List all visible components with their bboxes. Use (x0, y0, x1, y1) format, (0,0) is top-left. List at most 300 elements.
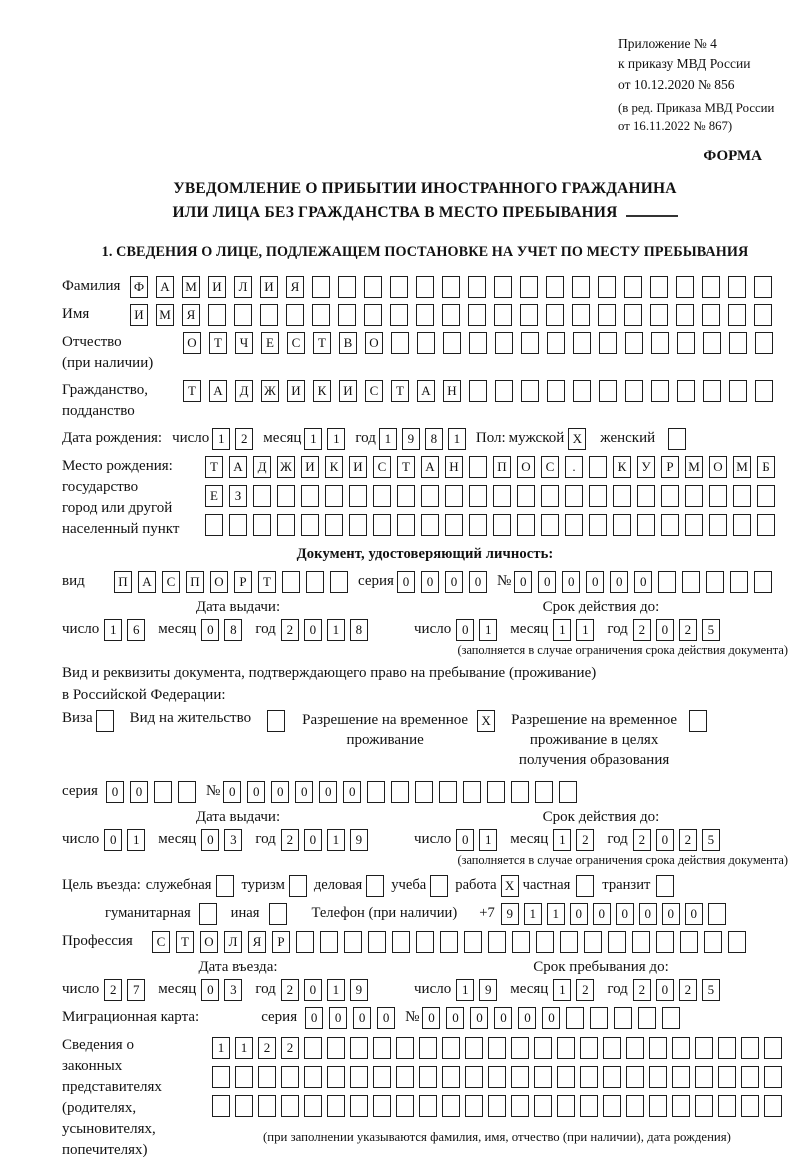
char-box[interactable] (488, 1066, 506, 1088)
entry-year-boxes[interactable] (281, 979, 368, 1001)
char-box[interactable] (598, 304, 616, 326)
char-box[interactable] (625, 332, 643, 354)
char-box[interactable]: 2 (679, 829, 697, 851)
char-box[interactable] (559, 781, 577, 803)
char-box[interactable]: М (156, 304, 174, 326)
char-box[interactable] (216, 875, 234, 897)
char-box[interactable]: Т (397, 456, 415, 478)
char-box[interactable] (330, 571, 348, 593)
char-box[interactable]: 0 (662, 903, 680, 925)
char-box[interactable]: 1 (456, 979, 474, 1001)
char-box[interactable] (350, 1095, 368, 1117)
char-box[interactable] (702, 304, 720, 326)
residence-valid-month-boxes[interactable] (553, 829, 594, 851)
char-box[interactable] (487, 781, 505, 803)
char-box[interactable] (718, 1095, 736, 1117)
char-box[interactable]: 0 (304, 829, 322, 851)
char-box[interactable] (718, 1066, 736, 1088)
char-box[interactable]: 1 (212, 428, 230, 450)
char-box[interactable]: 0 (271, 781, 289, 803)
char-box[interactable] (464, 931, 482, 953)
residence-number-boxes[interactable] (223, 781, 577, 803)
char-box[interactable] (419, 1037, 437, 1059)
char-box[interactable]: 0 (319, 781, 337, 803)
char-box[interactable] (603, 1037, 621, 1059)
char-box[interactable] (396, 1066, 414, 1088)
char-box[interactable] (672, 1066, 690, 1088)
char-box[interactable] (416, 931, 434, 953)
char-box[interactable]: С (541, 456, 559, 478)
char-box[interactable] (511, 1095, 529, 1117)
char-box[interactable]: 0 (104, 829, 122, 851)
char-box[interactable]: 2 (281, 1037, 299, 1059)
char-box[interactable] (658, 571, 676, 593)
char-box[interactable]: М (182, 276, 200, 298)
purpose-other-checkbox[interactable] (269, 903, 287, 925)
char-box[interactable] (495, 380, 513, 402)
char-box[interactable]: 2 (633, 619, 651, 641)
char-box[interactable] (373, 485, 391, 507)
char-box[interactable] (511, 781, 529, 803)
char-box[interactable] (212, 1095, 230, 1117)
char-box[interactable]: 0 (538, 571, 556, 593)
char-box[interactable] (517, 485, 535, 507)
char-box[interactable] (469, 485, 487, 507)
doc-type-boxes[interactable] (114, 571, 348, 593)
doc-valid-day-boxes[interactable] (456, 619, 497, 641)
char-box[interactable] (589, 456, 607, 478)
char-box[interactable] (494, 276, 512, 298)
char-box[interactable] (494, 304, 512, 326)
char-box[interactable] (677, 380, 695, 402)
char-box[interactable]: Т (205, 456, 223, 478)
residence-valid-year-boxes[interactable] (633, 829, 720, 851)
visa-checkbox[interactable] (96, 710, 114, 732)
char-box[interactable]: 1 (553, 979, 571, 1001)
char-box[interactable]: С (373, 456, 391, 478)
char-box[interactable]: М (733, 456, 751, 478)
char-box[interactable] (397, 485, 415, 507)
char-box[interactable] (325, 485, 343, 507)
char-box[interactable]: С (287, 332, 305, 354)
char-box[interactable] (599, 332, 617, 354)
char-box[interactable] (613, 485, 631, 507)
char-box[interactable] (755, 332, 773, 354)
char-box[interactable] (440, 931, 458, 953)
char-box[interactable] (286, 304, 304, 326)
char-box[interactable]: 0 (610, 571, 628, 593)
sex-female-checkbox[interactable] (668, 428, 686, 450)
char-box[interactable] (624, 304, 642, 326)
char-box[interactable]: 0 (469, 571, 487, 593)
char-box[interactable]: Н (443, 380, 461, 402)
char-box[interactable]: А (229, 456, 247, 478)
char-box[interactable] (703, 332, 721, 354)
char-box[interactable] (364, 304, 382, 326)
char-box[interactable] (281, 1095, 299, 1117)
residence-issue-month-boxes[interactable] (201, 829, 242, 851)
char-box[interactable]: Д (253, 456, 271, 478)
char-box[interactable] (704, 931, 722, 953)
char-box[interactable] (301, 485, 319, 507)
char-box[interactable] (366, 875, 384, 897)
char-box[interactable] (565, 514, 583, 536)
purpose-official-checkbox[interactable] (216, 875, 234, 897)
char-box[interactable] (764, 1095, 782, 1117)
char-box[interactable]: 0 (639, 903, 657, 925)
char-box[interactable]: В (339, 332, 357, 354)
char-box[interactable] (708, 903, 726, 925)
char-box[interactable] (373, 1037, 391, 1059)
char-box[interactable] (557, 1037, 575, 1059)
char-box[interactable] (205, 514, 223, 536)
char-box[interactable]: X (501, 875, 519, 897)
char-box[interactable]: 0 (593, 903, 611, 925)
char-box[interactable]: 0 (456, 619, 474, 641)
char-box[interactable] (417, 332, 435, 354)
char-box[interactable]: 6 (127, 619, 145, 641)
char-box[interactable] (728, 304, 746, 326)
representatives-boxes-row1[interactable] (212, 1037, 782, 1059)
char-box[interactable]: 9 (479, 979, 497, 1001)
char-box[interactable]: Т (391, 380, 409, 402)
char-box[interactable]: 3 (224, 829, 242, 851)
char-box[interactable] (565, 485, 583, 507)
char-box[interactable]: Р (234, 571, 252, 593)
char-box[interactable] (416, 304, 434, 326)
char-box[interactable]: 0 (223, 781, 241, 803)
char-box[interactable]: Р (661, 456, 679, 478)
char-box[interactable] (535, 781, 553, 803)
citizenship-boxes[interactable] (183, 380, 773, 402)
char-box[interactable]: К (313, 380, 331, 402)
char-box[interactable] (677, 332, 695, 354)
char-box[interactable]: Ж (261, 380, 279, 402)
char-box[interactable] (728, 276, 746, 298)
char-box[interactable] (572, 304, 590, 326)
migration-seriya-boxes[interactable] (305, 1007, 395, 1029)
char-box[interactable] (267, 710, 285, 732)
char-box[interactable] (764, 1037, 782, 1059)
char-box[interactable] (312, 304, 330, 326)
char-box[interactable]: 2 (235, 428, 253, 450)
char-box[interactable] (626, 1095, 644, 1117)
char-box[interactable]: 0 (514, 571, 532, 593)
char-box[interactable] (650, 304, 668, 326)
char-box[interactable] (253, 485, 271, 507)
char-box[interactable]: Я (182, 304, 200, 326)
char-box[interactable] (741, 1037, 759, 1059)
char-box[interactable] (651, 380, 669, 402)
char-box[interactable] (625, 380, 643, 402)
char-box[interactable] (304, 1066, 322, 1088)
char-box[interactable]: Ф (130, 276, 148, 298)
rvp-edu-checkbox[interactable] (689, 710, 707, 732)
char-box[interactable]: Н (445, 456, 463, 478)
char-box[interactable]: 2 (576, 829, 594, 851)
char-box[interactable]: 9 (350, 979, 368, 1001)
char-box[interactable] (349, 514, 367, 536)
char-box[interactable] (541, 514, 559, 536)
char-box[interactable]: С (162, 571, 180, 593)
char-box[interactable] (534, 1037, 552, 1059)
residence-permit-checkbox[interactable] (267, 710, 285, 732)
char-box[interactable] (536, 931, 554, 953)
char-box[interactable] (614, 1007, 632, 1029)
char-box[interactable] (392, 931, 410, 953)
char-box[interactable] (282, 571, 300, 593)
char-box[interactable] (598, 276, 616, 298)
char-box[interactable]: 0 (445, 571, 463, 593)
char-box[interactable] (442, 1037, 460, 1059)
char-box[interactable] (741, 1066, 759, 1088)
char-box[interactable]: 0 (201, 829, 219, 851)
char-box[interactable] (547, 332, 565, 354)
char-box[interactable] (511, 1066, 529, 1088)
char-box[interactable] (373, 1095, 391, 1117)
char-box[interactable]: П (493, 456, 511, 478)
char-box[interactable]: О (200, 931, 218, 953)
char-box[interactable]: З (229, 485, 247, 507)
char-box[interactable]: Т (313, 332, 331, 354)
char-box[interactable] (277, 485, 295, 507)
surname-boxes[interactable] (130, 276, 772, 298)
char-box[interactable]: 0 (304, 979, 322, 1001)
char-box[interactable] (327, 1066, 345, 1088)
char-box[interactable]: Л (224, 931, 242, 953)
char-box[interactable] (672, 1037, 690, 1059)
char-box[interactable]: Я (286, 276, 304, 298)
char-box[interactable] (733, 514, 751, 536)
char-box[interactable] (755, 380, 773, 402)
char-box[interactable] (520, 276, 538, 298)
char-box[interactable] (327, 1037, 345, 1059)
char-box[interactable] (495, 332, 513, 354)
char-box[interactable] (709, 514, 727, 536)
char-box[interactable]: 0 (656, 619, 674, 641)
doc-seriya-boxes[interactable] (397, 571, 487, 593)
char-box[interactable] (637, 514, 655, 536)
char-box[interactable] (419, 1095, 437, 1117)
char-box[interactable] (728, 931, 746, 953)
char-box[interactable] (430, 875, 448, 897)
char-box[interactable]: 0 (685, 903, 703, 925)
char-box[interactable] (234, 304, 252, 326)
char-box[interactable] (320, 931, 338, 953)
char-box[interactable] (488, 931, 506, 953)
char-box[interactable] (668, 428, 686, 450)
char-box[interactable]: 2 (576, 979, 594, 1001)
char-box[interactable]: Е (261, 332, 279, 354)
char-box[interactable]: 0 (656, 829, 674, 851)
char-box[interactable]: Т (258, 571, 276, 593)
char-box[interactable] (390, 304, 408, 326)
char-box[interactable] (304, 1095, 322, 1117)
char-box[interactable] (682, 571, 700, 593)
char-box[interactable] (258, 1066, 276, 1088)
char-box[interactable] (613, 514, 631, 536)
char-box[interactable] (212, 1066, 230, 1088)
purpose-humanitarian-checkbox[interactable] (199, 903, 217, 925)
char-box[interactable] (685, 485, 703, 507)
char-box[interactable]: И (260, 276, 278, 298)
char-box[interactable] (662, 1007, 680, 1029)
char-box[interactable] (521, 332, 539, 354)
purpose-private-checkbox[interactable] (576, 875, 594, 897)
char-box[interactable] (672, 1095, 690, 1117)
char-box[interactable]: 0 (397, 571, 415, 593)
char-box[interactable] (415, 781, 433, 803)
char-box[interactable] (589, 514, 607, 536)
char-box[interactable]: 0 (562, 571, 580, 593)
char-box[interactable]: 0 (304, 619, 322, 641)
char-box[interactable] (367, 781, 385, 803)
char-box[interactable]: 0 (470, 1007, 488, 1029)
birth-year-boxes[interactable] (379, 428, 466, 450)
char-box[interactable] (624, 276, 642, 298)
char-box[interactable] (465, 1037, 483, 1059)
char-box[interactable]: Ч (235, 332, 253, 354)
char-box[interactable]: 3 (224, 979, 242, 1001)
char-box[interactable]: Р (272, 931, 290, 953)
char-box[interactable]: 1 (327, 619, 345, 641)
stay-day-boxes[interactable] (456, 979, 497, 1001)
char-box[interactable] (637, 485, 655, 507)
char-box[interactable]: 0 (353, 1007, 371, 1029)
char-box[interactable] (154, 781, 172, 803)
char-box[interactable]: И (349, 456, 367, 478)
char-box[interactable]: X (477, 710, 495, 732)
char-box[interactable] (488, 1037, 506, 1059)
char-box[interactable] (650, 276, 668, 298)
char-box[interactable] (364, 276, 382, 298)
char-box[interactable]: П (186, 571, 204, 593)
char-box[interactable] (580, 1095, 598, 1117)
char-box[interactable] (741, 1095, 759, 1117)
char-box[interactable] (557, 1066, 575, 1088)
char-box[interactable] (445, 514, 463, 536)
char-box[interactable]: X (568, 428, 586, 450)
char-box[interactable]: 5 (702, 829, 720, 851)
char-box[interactable] (512, 931, 530, 953)
char-box[interactable] (178, 781, 196, 803)
char-box[interactable] (638, 1007, 656, 1029)
entry-month-boxes[interactable] (201, 979, 242, 1001)
char-box[interactable] (419, 1066, 437, 1088)
char-box[interactable] (281, 1066, 299, 1088)
char-box[interactable] (338, 276, 356, 298)
char-box[interactable] (488, 1095, 506, 1117)
char-box[interactable]: 0 (456, 829, 474, 851)
char-box[interactable]: О (183, 332, 201, 354)
char-box[interactable]: 5 (702, 619, 720, 641)
char-box[interactable]: О (365, 332, 383, 354)
char-box[interactable]: 1 (127, 829, 145, 851)
char-box[interactable] (572, 276, 590, 298)
char-box[interactable] (304, 1037, 322, 1059)
char-box[interactable] (603, 1066, 621, 1088)
char-box[interactable]: 2 (281, 979, 299, 1001)
char-box[interactable] (442, 304, 460, 326)
char-box[interactable] (649, 1066, 667, 1088)
char-box[interactable] (566, 1007, 584, 1029)
char-box[interactable] (661, 514, 679, 536)
char-box[interactable]: 1 (576, 619, 594, 641)
purpose-business-checkbox[interactable] (366, 875, 384, 897)
char-box[interactable]: У (637, 456, 655, 478)
char-box[interactable] (754, 276, 772, 298)
char-box[interactable]: М (685, 456, 703, 478)
char-box[interactable] (296, 931, 314, 953)
char-box[interactable]: И (208, 276, 226, 298)
char-box[interactable] (689, 710, 707, 732)
char-box[interactable] (702, 276, 720, 298)
char-box[interactable]: 0 (542, 1007, 560, 1029)
char-box[interactable] (350, 1066, 368, 1088)
doc-valid-year-boxes[interactable] (633, 619, 720, 641)
doc-issue-day-boxes[interactable] (104, 619, 145, 641)
char-box[interactable]: 1 (524, 903, 542, 925)
char-box[interactable]: О (210, 571, 228, 593)
char-box[interactable] (469, 332, 487, 354)
char-box[interactable] (199, 903, 217, 925)
char-box[interactable]: А (156, 276, 174, 298)
char-box[interactable]: 1 (553, 619, 571, 641)
char-box[interactable] (703, 380, 721, 402)
char-box[interactable] (651, 332, 669, 354)
char-box[interactable] (442, 276, 460, 298)
doc-valid-month-boxes[interactable] (553, 619, 594, 641)
char-box[interactable]: О (517, 456, 535, 478)
char-box[interactable] (676, 304, 694, 326)
char-box[interactable]: С (365, 380, 383, 402)
char-box[interactable]: 0 (201, 979, 219, 1001)
char-box[interactable]: С (152, 931, 170, 953)
profession-boxes[interactable] (152, 931, 746, 953)
char-box[interactable] (327, 1095, 345, 1117)
doc-issue-month-boxes[interactable] (201, 619, 242, 641)
purpose-tourism-checkbox[interactable] (289, 875, 307, 897)
char-box[interactable] (391, 332, 409, 354)
char-box[interactable]: Т (209, 332, 227, 354)
char-box[interactable] (373, 1066, 391, 1088)
char-box[interactable]: 2 (679, 619, 697, 641)
char-box[interactable] (685, 514, 703, 536)
purpose-study-checkbox[interactable] (430, 875, 448, 897)
char-box[interactable] (463, 781, 481, 803)
char-box[interactable]: 1 (235, 1037, 253, 1059)
rvp-checkbox[interactable] (477, 710, 495, 732)
char-box[interactable] (573, 332, 591, 354)
migration-number-boxes[interactable] (422, 1007, 680, 1029)
char-box[interactable]: 0 (201, 619, 219, 641)
char-box[interactable] (520, 304, 538, 326)
purpose-work-checkbox[interactable] (501, 875, 519, 897)
char-box[interactable]: 1 (379, 428, 397, 450)
char-box[interactable]: 2 (104, 979, 122, 1001)
char-box[interactable] (325, 514, 343, 536)
char-box[interactable] (350, 1037, 368, 1059)
char-box[interactable]: 7 (127, 979, 145, 1001)
char-box[interactable]: 0 (377, 1007, 395, 1029)
char-box[interactable]: 1 (327, 829, 345, 851)
char-box[interactable] (608, 931, 626, 953)
char-box[interactable] (338, 304, 356, 326)
char-box[interactable] (421, 514, 439, 536)
char-box[interactable]: 0 (518, 1007, 536, 1029)
char-box[interactable] (469, 456, 487, 478)
char-box[interactable]: 1 (479, 829, 497, 851)
